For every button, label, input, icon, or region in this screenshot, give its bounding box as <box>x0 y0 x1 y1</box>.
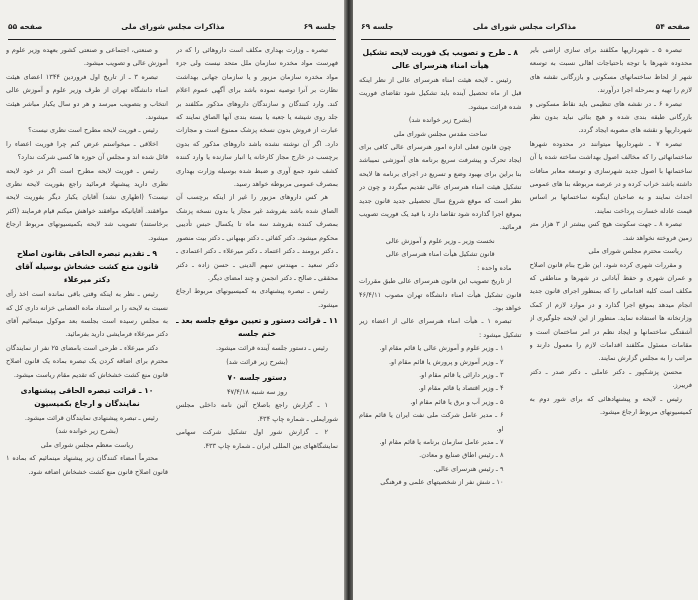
section-heading: ۹ ـ تقدیم تبصره الحاقی بقانون اصلاح قانون منع کشت خشخاش بوسیله آقای دکتر میرعلاء <box>15 249 159 285</box>
paragraph: محترماً امضاء کنندگان زیر پیشنهاد مینمائیم که بماده ۱ قانون اصلاح قانون منع کشت خشخاش اضافه شود. <box>6 454 168 476</box>
paragraph: تبصره ۳ ـ از تاریخ اول فروردین ۱۳۴۴ اعضای هیئت امناء دانشگاه تهران از طرف وزیر علوم و آموزش عالی انتخاب و بتصویب میرسد و هر دو سال یکبار مباشر هیئت میشوند. <box>6 72 168 122</box>
paragraph: و صنعتی، اجتماعی و صنعتی کشور بعهده وزیر علوم و آموزش عالی و تصویب میشود. <box>6 46 168 68</box>
book-spine <box>344 0 353 600</box>
paragraph: رئیس ـ فوریت لایحه مطرح است نظری نیست؟ <box>28 126 158 135</box>
session-number: جلسه ۶۹ <box>361 22 394 31</box>
text-column <box>176 44 338 596</box>
text-column <box>530 44 693 596</box>
section-heading: ۱۱ ـ قرائت دستور و تعیین موقع جلسه بعد ـ ختم جلسه <box>176 316 338 339</box>
paragraph: دکتر میرعلاء ـ طرحی است بامضای ۲۵ نفر از نمایندگان محترم برای اضافه کردن یک تبصره بماده یک قانون اصلاح قانون منع کشت خشخاش که تقدیم مقام ریاست میشود. <box>6 343 168 379</box>
paragraph: تبصره ۷ ـ شهرداریها میتوانند در محدوده شهرها ساختمانهائی را که مخالف اصول بهداشت ساخته شده یا آن ساختمانها با اصول جدید شهرسازی و توسعه معابر منافات داشته باشد خراب کرده و در عرصه مربوطه بنا های عمومی احداث نمایند و به صاحبان اینگونه ساختمانها بر اساس قیمت عادله خسارت پرداخت نمایند. <box>529 139 692 215</box>
centered-line: (بشرح زیر خوانده شد) <box>55 427 119 436</box>
paragraph: تبصره ۵ ـ شهرداریها مکلفند برای سازی اراضی بایر محدوده شهرها با توجه باحتیاجات اهالی نسبت به توسعه شهر از لحاظ ساختمانهای مسکونی و بازرگانی نقشه های لازم را تهیه و بمرحله اجرا درآورند. <box>529 46 692 95</box>
list-item: ۸ ـ رئیس اطاق صنایع و معادن. <box>419 451 504 460</box>
paragraph: تبصره ۱ ـ هیأت امناء هنرسرای عالی از اعضاء زیر تشکیل میشود : <box>359 317 522 339</box>
list-item: ۳ ـ وزیر دارائی یا قائم مقام او. <box>419 370 504 379</box>
centered-line: روز سه شنبه ۴۷/۴/۱۸ <box>226 387 288 396</box>
running-title: مذاکرات مجلس شورای ملی <box>472 22 577 31</box>
text-column <box>359 44 522 596</box>
list-item: ۱۰ ـ شش نفر از شخصیتهای علمی و فرهنگی <box>380 478 504 487</box>
paragraph: از تاریخ تصویب این قانون هنرسرای عالی طبق مقررات قانون تشکیل هیأت امناء دانشگاه تهران مصوب ۴۶/۴/۱۱ خواهد بود. <box>359 277 522 312</box>
section-heading: ۸ ـ طرح و تصویب یک فوریت لایحه تشکیل هیأت امناء هنرسرای عالی <box>362 48 519 70</box>
centered-line: نخست وزیر ـ وزیر علوم و آموزش عالی <box>385 236 495 245</box>
paragraph: تبصره ۸ ـ جهت سکونت هیچ کس بیشتر از ۳ هزار متر زمین فروخته نخواهد شد. <box>529 220 692 242</box>
list-item: ۴ ـ وزیر اقتصاد یا قائم مقام او. <box>418 384 504 393</box>
paragraph: رئیس ـ تبصره پیشنهادی به کمیسیونهای مربوط ارجاع میشود. <box>176 287 338 309</box>
right-page <box>353 0 698 600</box>
paragraph: چون قانون فعلی اداره امور هنرسرای عالی کافی برای ایجاد تحرک و پیشرفت سریع برنامه های آموزشی نمیباشد بنا براین برای بهبود وضع و تسریع در اجرای برنامه ها لایحه تشکیل هیئت امناء هنرسرای عالی تقدیم میگردد و چون در نظر است که موقع شروع سال تحصیلی جدید قانون جدید بموقع اجرا گذارده شود تقاضا دارد با قید یک فوریت تصویب فرمائید. <box>359 143 522 232</box>
list-item: ۶ ـ مدیر عامل شرکت ملی نفت ایران یا قائم مقام او. <box>359 411 504 433</box>
paragraph: محسن پزشکپور ـ دکتر عاملی ـ دکتر صدر ـ دکتر فریبرز. <box>529 367 692 390</box>
section-heading: دستور جلسه ۷۰ <box>227 372 287 382</box>
page-number: صفحه ۵۴ <box>655 22 690 31</box>
paragraph: رئیس ـ لایحه و پیشنهادهائی که برای شور دوم به کمیسیونهای مربوط ارجاع میشود. <box>529 394 692 416</box>
list-item: ۱ ـ وزیر علوم و آموزش عالی یا قائم مقام او. <box>379 344 504 353</box>
page-header <box>361 22 690 40</box>
paragraph: هر کس داروهای مزبور را غیر از اینکه برچسب آن الصاق شده باشد بفروشد غیر مجاز یا بدون نسخه پزشک بمصرف کننده بفروشد سه ماه تا یکسال حبس تأدیبی محکوم میشود. دکتر کفائی ـ دکتر بهبهانی ـ دکتر بیت منصور ـ دکتر برومند ـ دکتر اعتماد ـ دکتر میرعلاء ـ دکتر اعتمادی ـ دکتر سعید ـ مهندس سهم الدینی ـ حسن زاده ـ دکتر محققی ـ صالح ـ دکتر انجمن و چند امضای دیگر. <box>176 193 338 282</box>
centered-line: ساحت مقدس مجلس شورای ملی <box>393 129 488 138</box>
paragraph: اخلاقی ـ میخواستم عرض کنم چرا فوریت اعضاء را قائل شده اند و مجلس آن حوزه ها کسی شرکت ندارد؟ <box>6 139 168 162</box>
page-header <box>8 22 336 40</box>
centered-line: قانون تشکیل هیأت امناء هنرسرای عالی <box>385 250 495 259</box>
paragraph: رئیس ـ دستور جلسه آینده قرائت میشود. <box>216 344 328 353</box>
left-page <box>0 0 344 600</box>
centered-line: ریاست معظم مجلس شورای ملی <box>40 440 134 449</box>
running-title: مذاکرات مجلس شورای ملی <box>121 22 225 31</box>
centered-line: (بشرح زیر قرائت شد) <box>226 357 288 366</box>
paragraph: ماده واحده : <box>477 263 512 272</box>
list-item: ۲ ـ وزیر آموزش و پرورش یا قائم مقام او. <box>388 357 504 366</box>
paragraph: رئیس ـ تبصره پیشنهادی نمایندگان قرائت میشود. <box>24 413 158 422</box>
list-item: ۵ ـ وزیر آب و برق یا قائم مقام او. <box>410 397 504 406</box>
session-number: جلسه ۶۹ <box>303 22 336 31</box>
page-number: صفحه ۵۵ <box>8 22 43 31</box>
paragraph: تبصره ـ وزارت بهداری مکلف است داروهائی را که در فهرست مواد مخدره سازمان ملل متحد نیست ولی جزء مواد مخدره سازمان مزبور و یا سازمان جهانی بهداشت نظارت بر آنرا توصیه نموده باشد برای آگهی عموم اعلام کند. وارد کنندگان و سازندگان داروهای مذکور مکلفند بر جلد روی شیشه یا جعبه یا بسته بندی آنها الصاق نمایند که عبارت از فروش بدون نسخه پزشک ممنوع است و مجازات دارد. اگر آن نوشته نشده باشد داروهای مذکور که بدون برچسب در خارج مجاز کارخانه یا انبار سازنده یا وارد کننده کشف شود جمع آوری و ضبط شده بوسیله وزارت بهداری بمصرف عمومی مربوطه خواهد رسید. <box>176 46 338 189</box>
section-heading: ۱۰ ـ قرائت تبصره الحاقی پیشنهادی نمایندگان و ارجاع بکمیسیون <box>20 385 154 408</box>
paragraph: تبصره ۶ ـ در نقشه های تنظیمی باید نقاط مسکونی و بازرگانی طبقه بندی شده و هیچ بنائی نباید بدون نظر شهرداریها و نقشه های مصوبه ایجاد گردد. <box>529 99 692 135</box>
paragraph: رئیس ـ لایحه هیئت امناء هنرسرای عالی از نظر اینکه قبل از ماه تحصیل آینده باید تشکیل شود تقاضای فوریت شده قرائت میشود. <box>359 76 522 111</box>
list-item: ۷ ـ مدیر عامل سازمان برنامه یا قائم مقام او. <box>379 437 504 446</box>
paragraph: ۱ ـ گزارش راجع باصلاح آئین نامه داخلی مجلس شورایملی ـ شماره چاپ ۴۳۴. <box>176 401 338 423</box>
paragraph: رئیس ـ فوریت لایحه مطرح است اگر در خود لایحه نظری دارید پیشنهاد فرمائید راجع بفوریت لایحه نظری نیست؟ (اظهاری نشد) آقایان یکبار دیگر بفوریت لایحه موافقند. آقایانیکه موافقند خواهش میکنم قیام فرمایند (اکثر برخاستند) تصویب شد لایحه بکمیسیونهای مربوط ارجاع میشود. <box>6 166 168 242</box>
paragraph: رئیس ـ نظر به اینکه وقتی باقی نمانده است اخذ رأی نسبت به لایحه را بر استناد ماده العصابی خزانه داری کل که به مجلس رسیده است بجلسه بعد موکول مینمائیم آقای دکتر میرعلاء فرمایشی دارید بفرمائید. <box>6 290 168 339</box>
text-column <box>6 44 168 596</box>
paragraph: ۲ ـ گزارش شور اول تشکیل شرکت سهامی نمایشگاههای بین المللی ایران ـ شماره چاپ ۴۳۳. <box>176 428 338 450</box>
centered-line: (بشرح زیر خوانده شد) <box>408 116 472 125</box>
list-item: ۹ ـ رئیس هنرسرای عالی. <box>433 464 504 473</box>
paragraph: و مقررات شهری کرده شود. این طرح بنام قانون اصلاح و عمران شهری و حفظ آبادانی در شهرها و مناطقی که مکلف است کلیه اقداماتی را که بمنظور اجرای قانون جدید انجام میدهد بموقع اجرا گذارد و در موارد لازم از کمک وزارتخانه ها استفاده نماید. منظور از این لایحه جلوگیری از آشفتگی ساختمانها و ایجاد نظم در امر ساختمان است و مقامات مسئول مکلفند اقدامات لازم را معمول دارند و مراتب را به مجلس گزارش نمایند. <box>529 260 692 363</box>
paragraph: ریاست محترم مجلس شورای ملی <box>588 247 682 256</box>
